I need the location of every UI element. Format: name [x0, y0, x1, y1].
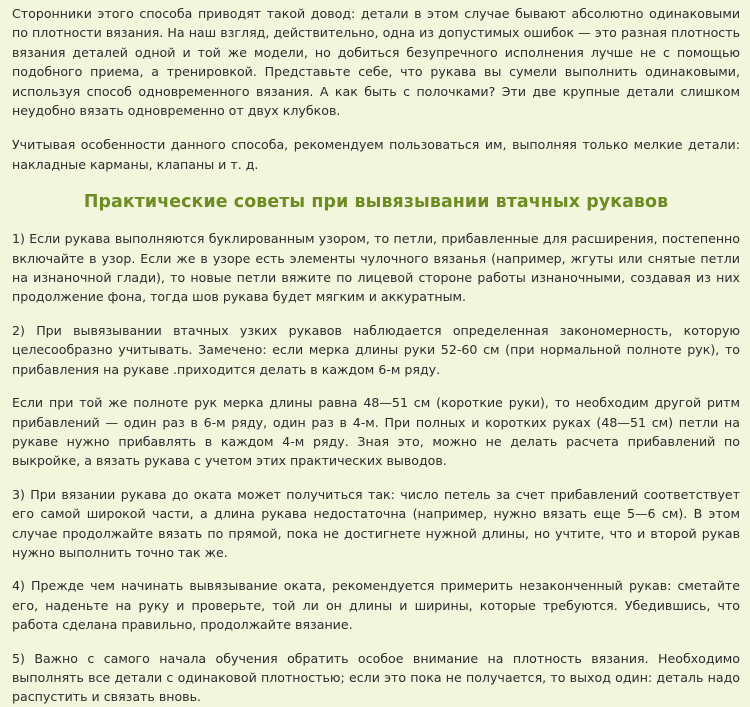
intro-paragraph-1: Сторонники этого способа приводят такой довод: детали в этом случае бывают абсолютно одинаковыми по плотности вязания. На наш взгляд, действительно, одна из допустимых ошибок — это разная плотность вязания деталей одной и той же модели, но добиться безупречного исполнения лучше не с помощью подобного приема, а тренировкой. Представьте себе, что рукава вы сумели выполнить одинаковыми, используя способ одновременного вязания. А как быть с полочками? Эти две крупные детали слишком неудобно вязать одновременно от двух клубков.: [12, 6, 740, 119]
tip-4: 4) Прежде чем начинать вывязывание оката, рекомендуется примерить незаконченный рукав: сметайте его, наденьте на руку и проверьте, той ли он длины и ширины, которые требуются. Убедившись, что работа сделана правильно, продолжайте вязание.: [12, 578, 740, 633]
tip-2-continued: Если при той же полноте рук мерка длины равна 48—51 см (короткие руки), то необходим другой ритм прибавлений — один раз в 6-м ряду, один раз в 4-м. При полных и коротких руках (48—51 см) петли на рукаве нужно прибавлять в каждом 4-м ряду. Зная это, можно не делать расчета прибавлений по выкройке, а вязать рукава с учетом этих практических выводов.: [12, 395, 740, 469]
tip-1: 1) Если рукава выполняются буклированным узором, то петли, прибавленные для расширения, постепенно включайте в узор. Если же в узоре есть элементы чулочного вязанья (например, жгуты или снятые петли на изнаночной глади), то новые петли вяжите по лицевой стороне работы изнаночными, создавая из них продолжение фона, тогда шов рукава будет мягким и аккуратным.: [12, 231, 740, 305]
intro-paragraph-2: Учитывая особенности данного способа, рекомендуем пользоваться им, выполняя только мелкие детали: накладные карманы, клапаны и т. д.: [12, 137, 740, 172]
tip-2: 2) При вывязывании втачных узких рукавов наблюдается определенная закономерность, которую целесообразно учитывать. Замечено: если мерка длины руки 52-60 см (при нормальной полноте рук), то прибавления на рукаве .приходится делать в каждом 6-м ряду.: [12, 322, 740, 377]
section-heading: Практические советы при вывязывании втачных рукавов: [83, 192, 669, 213]
tip-5: 5) Важно с самого начала обучения обратить особое внимание на плотность вязания. Необходимо выполнять все детали с одинаковой плотностью; если это пока не получается, то выход один: деталь надо распустить и связать вновь.: [12, 650, 740, 705]
tip-3: 3) При вязании рукава до оката может получиться так: число петель за счет прибавлений соответствует его самой широкой части, а длина рукава недостаточна (например, нужно вязать еще 5—6 см). В этом случае продолжайте вязать по прямой, пока не достигнете нужной длины, но учтите, что и второй рукав нужно выполнить точно так же.: [12, 486, 740, 560]
